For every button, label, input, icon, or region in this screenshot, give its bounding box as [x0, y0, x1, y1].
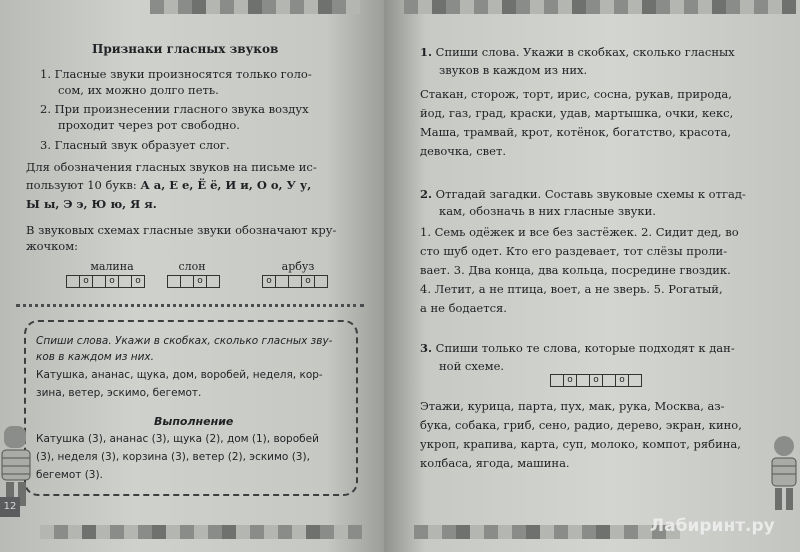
- exercise-number: 1.: [420, 45, 433, 59]
- scheme-cell: [276, 276, 289, 287]
- page-number: 12: [0, 497, 20, 517]
- letters-intro: пользуют 10 букв:: [26, 178, 141, 192]
- example-word: слон: [178, 260, 206, 273]
- scheme-cell: о: [616, 375, 629, 386]
- exercise-1-line: звуков в каждом из них.: [439, 63, 588, 77]
- vowel-letters: Ы ы, Э э, Ю ю, Я я.: [26, 197, 157, 211]
- answer-line: (3), неделя (3), корзина (3), ветер (2), эскимо (3),: [36, 451, 310, 463]
- exercise-number: 2.: [420, 187, 433, 201]
- letters-line: Для обозначения гласных звуков на письме ис-: [26, 160, 317, 174]
- exercise-text: Спиши слова. Укажи в скобках, сколько гласных: [435, 45, 735, 59]
- scheme-cell: о: [135, 276, 141, 286]
- sound-scheme-arbuz: [262, 275, 328, 288]
- sound-scheme-slon: [167, 275, 220, 288]
- answer-line: бегемот (3).: [36, 469, 103, 481]
- riddle-line: 1. Семь одёжек и все без застёжек. 2. Сидит дед, во: [420, 225, 739, 239]
- rule-line: сом, их можно долго петь.: [58, 83, 219, 97]
- scheme-cell: [315, 276, 327, 287]
- vowel-letters: А а, Е е, Ё ё, И и, О о, У у,: [140, 178, 312, 192]
- exercise-3-line: ной схеме.: [439, 359, 505, 373]
- checker-decoration-bottom: [414, 525, 680, 539]
- scheme-cell: [67, 276, 80, 287]
- scheme-cell: [181, 276, 194, 287]
- exercise-1-words: девочка, свет.: [420, 144, 506, 158]
- scheme-cell: [168, 276, 181, 287]
- exercise-3-words: бука, собака, гриб, сено, радио, дерево, экран, кино,: [420, 418, 742, 432]
- left-page: [0, 0, 384, 552]
- scheme-cell: [207, 276, 219, 287]
- exercise-3-words: Этажи, курица, парта, пух, мак, рука, Москва, аз-: [420, 399, 725, 413]
- task-line: ков в каждом из них.: [36, 351, 154, 363]
- sound-scheme-malina: [66, 275, 145, 288]
- example-word: арбуз: [281, 260, 315, 273]
- rule-line: 1. Гласные звуки произносятся только голо-: [40, 67, 312, 81]
- scheme-cell: [551, 375, 564, 386]
- scheme-cell: [577, 375, 590, 386]
- task-line: Спиши слова. Укажи в скобках, сколько гласных зву-: [36, 335, 333, 347]
- scheme-cell: о: [302, 276, 315, 287]
- scheme-cell: [119, 276, 132, 287]
- scheme-cell: [93, 276, 106, 287]
- exercise-3-words: укроп, крапива, карта, суп, молоко, компот, рябина,: [420, 437, 741, 451]
- sound-scheme-exercise-3: [550, 374, 642, 387]
- exercise-1-words: Маша, трамвай, крот, котёнок, богатство, красота,: [420, 125, 732, 139]
- rule-line: 3. Гласный звук образует слог.: [40, 138, 230, 152]
- scheme-cell: о: [194, 276, 207, 287]
- exercise-3-words: колбаса, ягода, машина.: [420, 456, 570, 470]
- checker-decoration-bottom: [40, 525, 362, 539]
- exercise-1-line: [420, 44, 735, 60]
- exercise-2-line: кам, обозначь в них гласные звуки.: [439, 204, 656, 218]
- right-page: [384, 0, 800, 552]
- exercise-1-words: Стакан, сторож, торт, ирис, сосна, рукав, природа,: [420, 87, 732, 101]
- riddle-line: сто шуб одет. Кто его раздевает, тот слёзы проли-: [420, 244, 728, 258]
- rule-line: 2. При произнесении гласного звука воздух: [40, 102, 309, 116]
- watermark-labirint: Лабиринт.ру: [650, 516, 775, 536]
- rule-line: проходит через рот свободно.: [58, 118, 240, 132]
- exercise-number: 3.: [420, 341, 433, 355]
- riddle-line: вает. 3. Два конца, два кольца, посредине гвоздик.: [420, 263, 731, 277]
- cartoon-boy-illustration: [768, 432, 800, 512]
- checker-decoration-top: [404, 0, 796, 14]
- scheme-cell: о: [590, 375, 603, 386]
- letters-line: [26, 177, 311, 193]
- section-title: Признаки гласных звуков: [92, 42, 279, 56]
- exercise-2-line: [420, 186, 746, 202]
- scheme-cell: о: [564, 375, 577, 386]
- riddle-line: 4. Летит, а не птица, воет, а не зверь. 5. Рогатый,: [420, 282, 723, 296]
- scheme-cell: о: [80, 276, 93, 287]
- execution-label: Выполнение: [154, 415, 234, 428]
- task-words: зина, ветер, эскимо, бегемот.: [36, 387, 202, 399]
- scheme-cell: [603, 375, 616, 386]
- scheme-cell: [629, 375, 641, 386]
- scheme-cell: о: [106, 276, 119, 287]
- answer-line: Катушка (3), ананас (3), щука (2), дом (1), воробей: [36, 433, 319, 445]
- exercise-text: Спиши только те слова, которые подходят к дан-: [435, 341, 735, 355]
- exercise-text: Отгадай загадки. Составь звуковые схемы к отгад-: [435, 187, 746, 201]
- checker-decoration-top: [150, 0, 360, 14]
- example-word: малина: [90, 260, 134, 273]
- schemes-line: жочком:: [26, 239, 79, 253]
- exercise-3-line: [420, 340, 735, 356]
- dotted-divider: [16, 304, 364, 307]
- exercise-1-words: йод, газ, град, краски, удав, мартышка, очки, кекс,: [420, 106, 734, 120]
- scheme-cell: о: [263, 276, 276, 287]
- schemes-line: В звуковых схемах гласные звуки обозначают кру-: [26, 223, 337, 237]
- scheme-cell: [289, 276, 302, 287]
- task-words: Катушка, ананас, щука, дом, воробей, неделя, кор-: [36, 369, 323, 381]
- riddle-line: а не бодается.: [420, 301, 507, 315]
